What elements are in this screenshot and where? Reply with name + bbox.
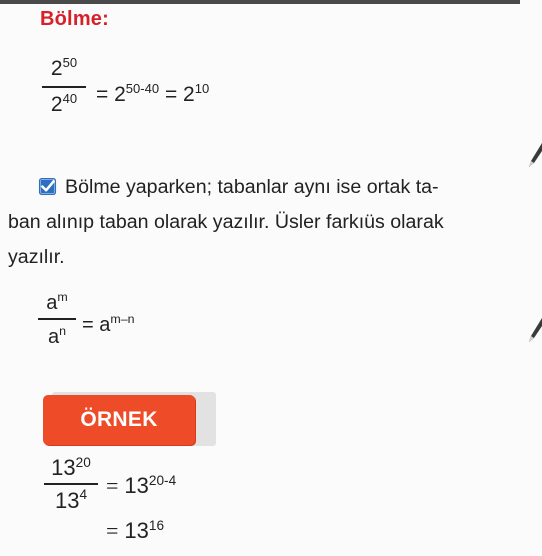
power-step: 2$^{50-40}$ [114,80,160,106]
equals-sign: = [82,314,94,336]
example-badge-label: ÖRNEK [80,408,158,431]
fraction-numerator: $13^{20}$ [51,454,91,480]
equals-sign: = [164,83,178,106]
fraction-numerator: $a^m$ [46,290,68,314]
fraction-bar [42,86,86,88]
power-result: $13^{16}$ [124,517,165,543]
note-line-2: ban alınıp taban olarak yazılır. Üsler farkıüs olarak [8,211,444,233]
example2-step [106,473,176,499]
equals-sign: = [96,83,109,106]
fraction-bar [44,483,98,485]
note-line-3: yazılır. [8,246,65,268]
fraction-denominator: $a^n$ [47,323,67,348]
fraction-13-20-over-13-4 [44,455,98,514]
note-line-1: Bölme yaparken; tabanlar aynı ise ortak ta- [8,170,538,205]
checkbox-check-icon [38,177,57,196]
equals-sign: = [106,473,119,498]
top-divider [0,0,520,4]
power-result: $a^{m-n}$ [99,312,135,336]
fraction-numerator: $2^{50}$ [50,54,78,80]
rule-explanation [8,170,538,275]
pencil-icon [528,143,542,169]
fraction-bar [38,318,76,320]
example-badge [43,395,195,445]
rule-equation [82,314,134,337]
fraction-denominator: $2^{40}$ [50,90,78,116]
fraction-2-50-over-2-40 [42,54,86,117]
pencil-icon [528,318,542,344]
section-heading: Bölme: [40,8,109,30]
example1-equation [96,80,210,107]
fraction-denominator: $13^4$ [54,487,88,513]
power-step: 13$^{20-4}$ [124,472,177,498]
example2-result [106,518,164,544]
power-result: $2^{10}$ [183,80,210,106]
fraction-am-over-an [38,292,76,349]
equals-sign: = [106,518,119,543]
